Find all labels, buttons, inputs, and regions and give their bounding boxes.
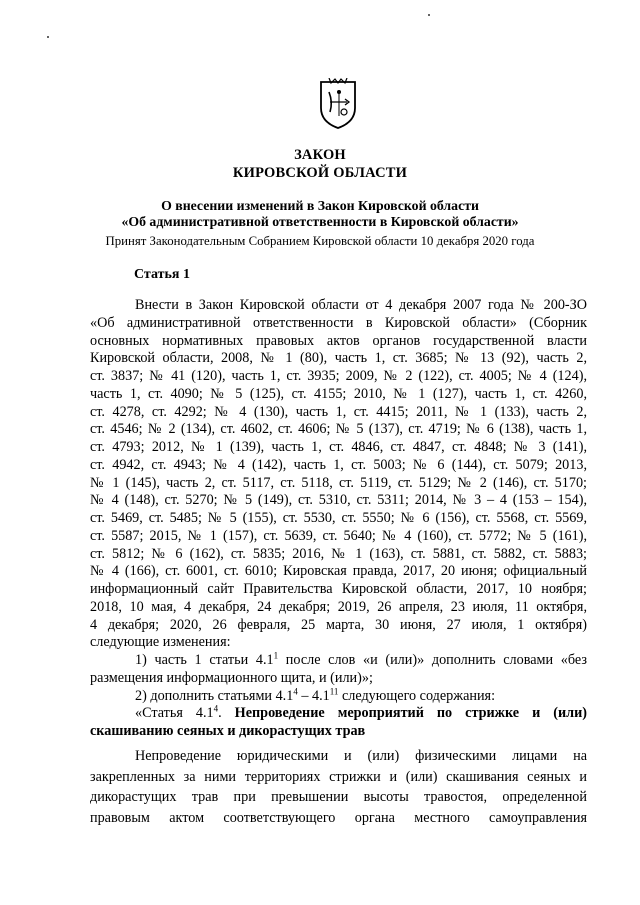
coat-of-arms-icon xyxy=(317,78,359,130)
intro-line: ст. 5812; № 6 (162), ст. 5835; 2016, № 1 (163), ст. 5881, ст. 5882, ст. 5883; xyxy=(90,545,587,562)
region-title: КИРОВСКОЙ ОБЛАСТИ xyxy=(232,165,408,181)
intro-line: Кировской области, 2008, № 1 (80), часть 1, ст. 3685; № 13 (92), часть 2, xyxy=(90,350,587,367)
quoted-article-heading-line2: скашиванию сеяных и дикорастущих трав xyxy=(90,723,366,739)
paragraph-line: дикорастущих трав при превышении высоты травостоя, определенной xyxy=(90,789,587,805)
intro-line: ст. 5587; 2015, № 1 (157), ст. 5639, ст. 5640; № 4 (160), ст. 5772; № 5 (161), xyxy=(90,527,587,544)
quoted-article-paragraph xyxy=(90,746,587,828)
intro-line: основных нормативных правовых актов органов государственной власти xyxy=(90,332,587,349)
intro-line: ст. 4793; 2012, № 1 (139), часть 1, ст. 4846, ст. 4847, ст. 4848; № 3 (141), xyxy=(90,439,587,455)
article-heading: Статья 1 xyxy=(134,267,190,282)
intro-line: 2018, 10 мая, 4 декабря, 24 декабря; 2019, 26 апреля, 23 июля, 11 октября, xyxy=(90,598,587,615)
item-1-line2: размещения информационного щита, и (или)»; xyxy=(90,669,373,686)
intro-line: ст. 4278, ст. 4292; № 4 (130), часть 1, ст. 4415; 2011, № 1 (133), часть 2, xyxy=(90,403,587,420)
paragraph-line: правовым актом соответствующего органа местного самоуправления xyxy=(90,809,587,826)
adoption-statement: Принят Законодательным Собранием Кировской области 10 декабря 2020 года xyxy=(105,234,535,248)
article-body xyxy=(90,297,587,741)
intro-line: «Об административной ответственности в Кировской области» (Сборник xyxy=(90,314,587,331)
intro-line: № 4 (148), ст. 5270; № 5 (149), ст. 5310, ст. 5311; 2014, № 3 – 4 (153 – 154), xyxy=(90,492,587,509)
law-subject-line1: О внесении изменений в Закон Кировской области xyxy=(161,198,479,213)
law-title: ЗАКОН xyxy=(294,147,346,163)
intro-line: ст. 3837; № 41 (120), часть 1, ст. 3935; 2009, № 2 (122), ст. 4005; № 4 (124), xyxy=(90,368,587,384)
intro-line: ст. 5469, ст. 5485; № 5 (155), ст. 5530, ст. 5550; № 6 (156), ст. 5568, ст. 5569, xyxy=(90,510,587,526)
item-1-line1: 1) часть 1 статьи $4.1^1$ после слов «и (или)» дополнить словами «без xyxy=(135,650,587,668)
intro-line: № 1 (145), часть 2, ст. 5117, ст. 5118, ст. 5119, ст. 5129; № 2 (146), ст. 5170; xyxy=(90,474,587,491)
intro-line: ст. 4546; № 2 (134), ст. 4602, ст. 4606; № 5 (137), ст. 4719; № 6 (138), часть 1, xyxy=(90,421,587,438)
intro-last-line: следующие изменения: xyxy=(90,634,231,651)
intro-line: Внести в Закон Кировской области от 4 декабря 2007 года № 200-ЗО xyxy=(135,297,587,313)
intro-line: ст. 4942, ст. 4943; № 4 (142), часть 1, ст. 5003; № 6 (144), ст. 5079; 2013, xyxy=(90,456,587,473)
item-2-line: 2) дополнить статьями $4.1^4 - 4.1^{11}$ следующего содержания: xyxy=(135,685,496,704)
scan-speck xyxy=(47,36,49,38)
paragraph-line: закрепленных за ними территориях стрижки и (или) скашивания сеяных и xyxy=(90,768,587,785)
intro-line: 4 декабря; 2020, 26 февраля, 25 марта, 30 июня, 27 июля, 1 октября) xyxy=(90,616,587,633)
law-subject-line2: «Об административной ответственности в Кировской области» xyxy=(121,214,519,229)
intro-line: № 4 (166), ст. 6001, ст. 6010; Кировская правда, 2017, 20 июня; официальный xyxy=(90,563,587,580)
paragraph-line: Непроведение юридическими и (или) физическими лицами на xyxy=(135,748,587,764)
quoted-article-heading: «Статья $4.1^4$. Непроведение мероприятий по стрижке и (или) xyxy=(135,703,588,722)
intro-line: информационный сайт Правительства Кировской области, 2017, 10 ноября; xyxy=(90,581,587,597)
scan-speck xyxy=(428,14,430,16)
intro-line: часть 1, ст. 4090; № 5 (125), ст. 4155; 2010, № 1 (127), часть 1, ст. 4260, xyxy=(90,385,587,402)
